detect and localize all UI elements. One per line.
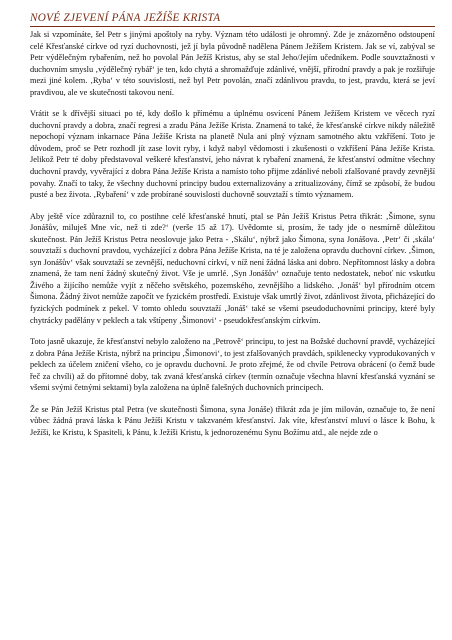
paragraph: Že se Pán Ježíš Kristus ptal Petra (ve skutečnosti Šimona, syna Jonáše) třikrát zda je jím milován, označuje to, že není vůbec žádná pravá láska k Pánu Ježíši Kristu v takzvaném křesťanství. Jak víte, křesťanství mluví o lásce k Bohu, k Ježíši, ke Kristu, k Spasiteli, k Pánu, k Ježíši Kristu, k jednorozenému Synu Božímu atd., ale nejde zde o <box>30 404 435 437</box>
paragraph: Jak si vzpomínáte, šel Petr s jinými apoštoly na ryby. Význam této události je ohromný. Zde je znázorněno odstoupení celé Křesťanské církve od ryzí duchovnosti, jež jí byla původně nadělena Pánem Ježíšem Kristem. Jak se ví, zabýval se Petr výdělečným rybařením, než ho povolal Pán Ježíš Kristus, aby se stal Jeho/Jejím učedníkem. Podle souvztažnosti v duchovním smyslu ‚výdělečný rybář‘ je ten, kdo chytá a shromažďuje zdánlivé, vnější, přírodní pravdy a pak je rozšiřuje mezi jiné kolem. ‚Ryba‘ v této souvislosti, než byl Petr povolán, značí zdánlivou pravdu, to jest, pravdu, která se jeví pravdivou, ale ve skutečnosti takovou není. <box>30 30 435 97</box>
paragraph: Aby ještě více zdůraznil to, co postihne celé křesťanské hnutí, ptal se Pán Ježíš Kristus Petra třikrát: ‚Šimone, synu Jonášův, miluješ Mne víc, než ti zde?‘ (verše 15 až 17). Uvědomte si, prosím, že tady jde o nesmírně důležitou skutečnost. Pán Ježíš Kristus Petra neoslovuje jako Petra - ‚Skálu‘, nýbrž jako Šimona, syna Jonášova. ‚Petr‘ či ‚skála‘ souvztaží s duchovní pravdou, vycházející z dobra Pána Ježíše Krista, na té je založena opravdu duchovní církev. ‚Šimon, syn Jonášův‘ však souvztaží se zevnější, neduchovní církví, v níž není žádná láska ani dobro. Nepřítomnost lásky a dobra znamená, že tam není žádný skutečný život. Vše je umrlé. ‚Syn Jonášův‘ označuje tento nedostatek, neboť nic vskutku Živého a žijícího nemůže vyjít z něčeho světského, pozemského, zevnějšího a lidského. ‚Jonáš‘ byl přírodním otcem Šimona. Žádný život nemůže započít ve fyzickém prostředí. Existuje však umrtlý život, zdánlivost života, přicházející do fyzických podmínek z pekel. V tomto ohledu souvztaží ‚Jonáš‘ také se všemi pseudoduchovními principy, které byly chytrácky padělány v peklech a tak vštípeny ‚Šimonovi‘ - pseudokřesťanským církvím. <box>30 211 435 325</box>
paragraph: Vrátit se k dřívější situaci po té, kdy došlo k přímému a úplnému osvícení Pánem Ježíšem Kristem ve věcech ryzí duchovní pravdy a dobra, značí regresi a zradu Pána Ježíše Krista. Znamená to také, že křesťanské církve nikdy náležitě nepochopí význam inkarnace Pána Ježíše Krista na planetě Nula ani plný význam samotného aktu vzkříšení. Toto je důvodem, proč se Petr rozhodl jít zase lovit ryby, i když nabyl vědomosti i zkušenosti o vzkříšení Pána Ježíše Krista. Jelikož Petr té doby představoval veškeré křesťanství, jeho návrat k rybaření znamená, že křesťanství odmítne všechny duchovní pravdy, vyvěrající z dobra Pána Ježíše Krista a namísto toho přijme zdánlivé neboli zfalšované pravdy zevnější povahy. Značí to taky, že všechny duchovní principy budou externalizovány a zritualizovány, čímž se způsobí, že budou pusté a bez života. ‚Rybaření‘ v zde probírané souvislosti duchovně souvztaží s tímto významem. <box>30 109 435 200</box>
paragraph: Toto jasně ukazuje, že křesťanství nebylo založeno na ‚Petrově‘ principu, to jest na Božské duchovní pravdě, vycházející z dobra Pána Ježíše Krista, nýbrž na principu ‚Šimonovi‘, to jest zfalšovaných pravdách, spiklenecky vyprodukovaných v peklech za účelem zničení všeho, co je opravdu duchovní. Je proto zřejmé, že od chvíle Petrova obrácení (o čemž bude řeč za chvíli) až do přítomné doby, tak zvaná křesťanská církev (termín označuje všechna hlavní křesťanská vyznání se všemi svými četnými sektami) byla založena na úplně falešných duchovních principech. <box>30 337 435 393</box>
document-title: NOVÉ ZJEVENÍ PÁNA JEŽÍŠE KRISTA <box>30 12 221 24</box>
title-divider <box>30 26 435 27</box>
